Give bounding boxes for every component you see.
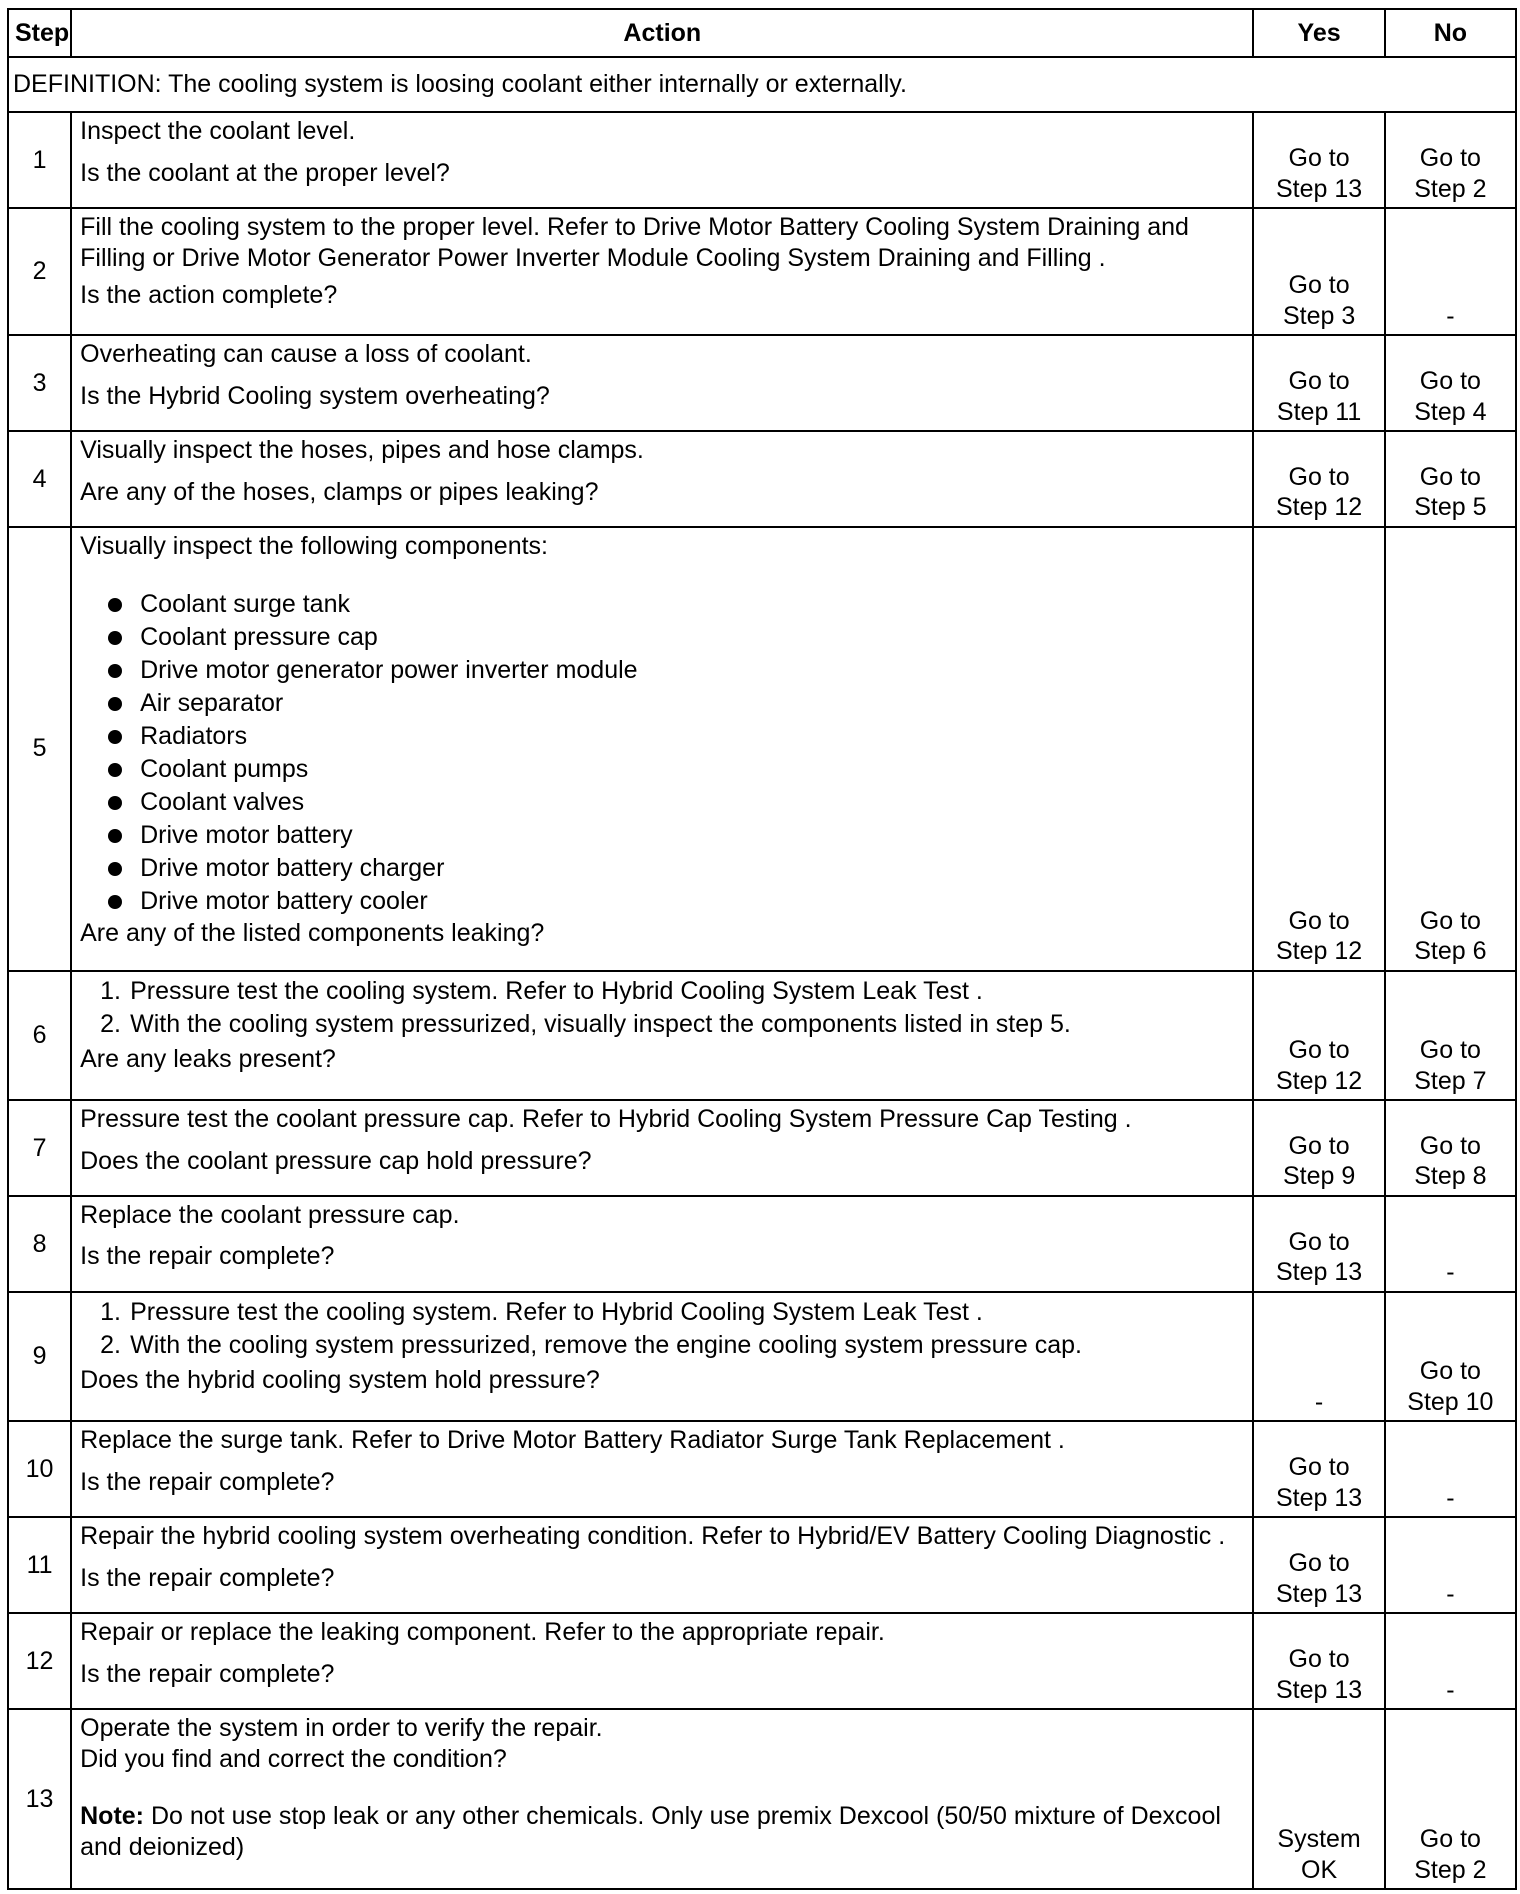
list-item-text: Drive motor generator power inverter module [140, 656, 638, 685]
question-text: Is the repair complete? [80, 1659, 335, 1688]
yes-result-line: Go to [1288, 1549, 1350, 1578]
action-content [80, 212, 1244, 310]
question-text: Is the repair complete? [80, 1242, 335, 1271]
yes-result-line: Step 9 [1282, 1162, 1356, 1191]
table-row [8, 1196, 1516, 1292]
step-number: 5 [8, 527, 71, 971]
action-text: Visually inspect the following components: [80, 531, 548, 560]
action-cell [71, 208, 1253, 335]
no-result-line: - [1446, 301, 1455, 330]
action-instructions [80, 1425, 1244, 1456]
action-content [80, 339, 1244, 411]
list-item [108, 687, 1244, 720]
definition-row [8, 57, 1516, 112]
question-text: Are any of the listed components leaking? [80, 919, 545, 948]
header-no: No [1385, 9, 1516, 57]
step-number: 4 [8, 431, 71, 527]
list-item [108, 885, 1244, 918]
yes-result-line: Go to [1288, 144, 1350, 173]
step-number: 8 [8, 1196, 71, 1292]
yes-result-line: Step 13 [1276, 174, 1363, 203]
no-result-line: Step 2 [1414, 174, 1487, 203]
step-number: 3 [8, 335, 71, 431]
list-number: 2. [100, 1009, 121, 1038]
yes-result-line: Step 13 [1276, 1483, 1363, 1512]
action-content [80, 116, 1244, 188]
step-number: 6 [8, 971, 71, 1100]
action-text: Inspect the coolant level. [80, 117, 356, 146]
action-question-block [80, 280, 1244, 311]
bullet-icon [108, 796, 122, 810]
table-row [8, 527, 1516, 971]
yes-result [1253, 431, 1384, 527]
no-result [1385, 335, 1516, 431]
question-text: Are any of the hoses, clamps or pipes leaking? [80, 477, 599, 506]
action-question-block [80, 1659, 1244, 1690]
action-text: Overheating can cause a loss of coolant. [80, 340, 532, 369]
list-item-text: Air separator [140, 689, 284, 718]
yes-result-line: Step 12 [1276, 1066, 1363, 1095]
yes-result-line: Go to [1288, 906, 1350, 935]
note-line: and deionized) [80, 1832, 245, 1861]
list-item [108, 786, 1244, 819]
action-instructions [80, 531, 1244, 919]
yes-result-line: Go to [1288, 1453, 1350, 1482]
question-text: Does the hybrid cooling system hold pressure? [80, 1366, 600, 1395]
no-result [1385, 208, 1516, 335]
action-content [80, 531, 1244, 948]
action-instructions [80, 1617, 1244, 1648]
no-result-line: Step 4 [1414, 397, 1487, 426]
action-cell [71, 1709, 1253, 1889]
question-text: Does the coolant pressure cap hold pressure? [80, 1146, 592, 1175]
yes-result-line: Step 12 [1276, 937, 1363, 966]
step-number: 10 [8, 1421, 71, 1517]
yes-result-line: Go to [1288, 367, 1350, 396]
table-row [8, 112, 1516, 208]
spacer [80, 561, 1244, 588]
question-text: Are any leaks present? [80, 1045, 336, 1074]
action-question-block [80, 1467, 1244, 1498]
no-result-line: - [1446, 1579, 1455, 1608]
step-number: 11 [8, 1517, 71, 1613]
no-result-line: Go to [1419, 144, 1481, 173]
action-cell [71, 1292, 1253, 1421]
action-question-block [80, 1146, 1244, 1177]
step-number: 1 [8, 112, 71, 208]
action-instructions [80, 339, 1244, 370]
procedure-list [80, 975, 1244, 1041]
no-result-line: Step 10 [1407, 1387, 1494, 1416]
question-text: Is the Hybrid Cooling system overheating? [80, 381, 550, 410]
question-text: Is the action complete? [80, 280, 338, 309]
action-instructions [80, 975, 1244, 1041]
bullet-icon [108, 730, 122, 744]
action-cell [71, 112, 1253, 208]
bullet-icon [108, 697, 122, 711]
list-number: 1. [100, 976, 121, 1005]
no-result [1385, 431, 1516, 527]
action-question-block [80, 1744, 1244, 1863]
action-cell [71, 335, 1253, 431]
list-item-text: Drive motor battery [140, 821, 353, 850]
list-item [100, 1329, 1244, 1362]
action-text: Repair or replace the leaking component. Refer to the appropriate repair. [80, 1618, 885, 1647]
action-content [80, 1617, 1244, 1689]
list-item [100, 1296, 1244, 1329]
action-cell [71, 1613, 1253, 1709]
action-question-block [80, 477, 1244, 508]
no-result-line: Go to [1419, 1036, 1481, 1065]
question-text: Did you find and correct the condition? [80, 1744, 507, 1773]
spacer [80, 1774, 1244, 1801]
bullet-icon [108, 829, 122, 843]
no-result [1385, 971, 1516, 1100]
list-item-text: Radiators [140, 722, 248, 751]
yes-result [1253, 1517, 1384, 1613]
diagnostic-table [7, 8, 1517, 1890]
action-text: Pressure test the coolant pressure cap. Refer to Hybrid Cooling System Pressure Cap Testing . [80, 1105, 1132, 1134]
action-question-block [80, 1365, 1244, 1396]
step-number: 9 [8, 1292, 71, 1421]
yes-result-line: Step 11 [1276, 397, 1362, 426]
table-row [8, 971, 1516, 1100]
list-item-text: Pressure test the cooling system. Refer to Hybrid Cooling System Leak Test . [130, 976, 983, 1005]
no-result-line: Go to [1419, 462, 1481, 491]
table-row [8, 1292, 1516, 1421]
action-cell [71, 1100, 1253, 1196]
list-item [108, 654, 1244, 687]
question-text: Is the repair complete? [80, 1467, 335, 1496]
action-content [80, 435, 1244, 507]
bullet-icon [108, 631, 122, 645]
yes-result [1253, 1292, 1384, 1421]
header-yes: Yes [1253, 9, 1384, 57]
table-row [8, 1709, 1516, 1889]
bullet-icon [108, 664, 122, 678]
no-result [1385, 527, 1516, 971]
list-item [108, 753, 1244, 786]
list-item-text: Coolant surge tank [140, 590, 350, 619]
yes-result [1253, 1709, 1384, 1889]
bullet-icon [108, 895, 122, 909]
table-row [8, 335, 1516, 431]
table-row [8, 208, 1516, 335]
yes-result-line: Go to [1288, 1131, 1350, 1160]
no-result [1385, 1421, 1516, 1517]
action-cell [71, 1421, 1253, 1517]
no-result [1385, 1196, 1516, 1292]
yes-result [1253, 1613, 1384, 1709]
list-item [108, 720, 1244, 753]
action-question-block [80, 918, 1244, 949]
action-cell [71, 971, 1253, 1100]
no-result-line: Go to [1419, 1825, 1481, 1853]
no-result-line: Step 2 [1414, 1855, 1487, 1884]
action-instructions [80, 1521, 1244, 1552]
action-question-block [80, 381, 1244, 412]
action-instructions [80, 1104, 1244, 1135]
yes-result-line: Step 3 [1282, 301, 1356, 330]
yes-result-line: OK [1301, 1855, 1338, 1884]
action-cell [71, 1517, 1253, 1613]
action-text-line: Fill the cooling system to the proper level. Refer to Drive Motor Battery Cooling System Draining and [80, 213, 1189, 242]
action-question-block [80, 1563, 1244, 1594]
action-text: Replace the surge tank. Refer to Drive Motor Battery Radiator Surge Tank Replacement . [80, 1426, 1065, 1455]
header-step: Step [8, 9, 71, 57]
action-instructions [80, 212, 1244, 273]
action-instructions [80, 1713, 1244, 1744]
yes-result [1253, 1421, 1384, 1517]
no-result [1385, 1292, 1516, 1421]
table-row [8, 431, 1516, 527]
yes-result-line: - [1314, 1387, 1324, 1416]
component-list [80, 588, 1244, 918]
action-text: Operate the system in order to verify the repair. [80, 1714, 603, 1743]
list-item [100, 1008, 1244, 1041]
action-content [80, 975, 1244, 1075]
no-result-line: Go to [1419, 367, 1481, 396]
procedure-list [80, 1296, 1244, 1362]
yes-result-line: Go to [1288, 462, 1350, 491]
list-item-text: Coolant valves [140, 788, 305, 817]
list-item-text: Drive motor battery charger [140, 854, 445, 883]
no-result-line: Step 7 [1414, 1066, 1487, 1095]
list-item [108, 819, 1244, 852]
step-number: 7 [8, 1100, 71, 1196]
action-content [80, 1425, 1244, 1497]
list-item [108, 588, 1244, 621]
action-cell [71, 527, 1253, 971]
no-result-line: Step 8 [1414, 1162, 1487, 1191]
table-row [8, 1517, 1516, 1613]
no-result [1385, 112, 1516, 208]
yes-result-line: Step 13 [1276, 1675, 1363, 1704]
action-content [80, 1200, 1244, 1272]
yes-result [1253, 1100, 1384, 1196]
table-row [8, 1421, 1516, 1517]
list-item [100, 975, 1244, 1008]
action-instructions [80, 1200, 1244, 1231]
bullet-icon [108, 598, 122, 612]
table-row [8, 1100, 1516, 1196]
no-result-line: Go to [1419, 906, 1481, 935]
action-text: Visually inspect the hoses, pipes and hose clamps. [80, 436, 644, 465]
list-item-text: Coolant pressure cap [140, 623, 378, 652]
step-number: 12 [8, 1613, 71, 1709]
action-instructions [80, 435, 1244, 466]
action-question-block [80, 1241, 1244, 1272]
no-result-line: Go to [1419, 1357, 1481, 1386]
note-text [80, 1801, 1244, 1862]
header-action: Action [71, 9, 1253, 57]
no-result [1385, 1613, 1516, 1709]
no-result-line: - [1446, 1258, 1455, 1287]
question-text: Is the repair complete? [80, 1563, 335, 1592]
action-content [80, 1713, 1244, 1861]
yes-result-line: Go to [1288, 1645, 1350, 1674]
action-content [80, 1296, 1244, 1396]
no-result-line: - [1446, 1675, 1455, 1704]
yes-result [1253, 112, 1384, 208]
no-result [1385, 1517, 1516, 1613]
no-result [1385, 1100, 1516, 1196]
yes-result-line: Step 13 [1276, 1579, 1363, 1608]
list-item-text: Drive motor battery cooler [140, 887, 428, 916]
action-content [80, 1521, 1244, 1593]
action-instructions [80, 1296, 1244, 1362]
action-instructions [80, 116, 1244, 147]
action-text: Repair the hybrid cooling system overheating condition. Refer to Hybrid/EV Battery Cooling Diagnostic . [80, 1522, 1226, 1551]
no-result-line: - [1446, 1483, 1455, 1512]
question-text: Is the coolant at the proper level? [80, 158, 450, 187]
list-item [108, 852, 1244, 885]
action-question-block [80, 1044, 1244, 1075]
yes-result-line: Step 13 [1276, 1258, 1363, 1287]
yes-result-line: Step 12 [1276, 493, 1363, 522]
yes-result [1253, 208, 1384, 335]
yes-result [1253, 527, 1384, 971]
list-item-text: With the cooling system pressurized, visually inspect the components listed in step 5. [130, 1009, 1071, 1038]
action-cell [71, 1196, 1253, 1292]
bullet-icon [108, 763, 122, 777]
list-number: 1. [100, 1297, 121, 1326]
yes-result-line: Go to [1288, 1036, 1350, 1065]
list-item-text: Coolant pumps [140, 755, 309, 784]
list-number: 2. [100, 1330, 121, 1359]
note-line: Do not use stop leak or any other chemicals. Only use premix Dexcool (50/50 mixture of Dexcool [144, 1802, 1221, 1831]
yes-result [1253, 971, 1384, 1100]
no-result-line: Go to [1419, 1131, 1481, 1160]
action-text-line: Filling or Drive Motor Generator Power Inverter Module Cooling System Draining and Filling . [80, 243, 1106, 272]
action-text: Replace the coolant pressure cap. [80, 1200, 460, 1229]
no-result-line: Step 5 [1414, 493, 1487, 522]
action-cell [71, 431, 1253, 527]
note-label: Note: [80, 1802, 145, 1831]
table-row [8, 1613, 1516, 1709]
step-number: 13 [8, 1709, 71, 1889]
bullet-icon [108, 862, 122, 876]
no-result-line: Step 6 [1414, 937, 1487, 966]
no-result [1385, 1709, 1516, 1889]
list-item-text: Pressure test the cooling system. Refer to Hybrid Cooling System Leak Test . [130, 1297, 983, 1326]
yes-result-line: Go to [1288, 271, 1350, 300]
definition-text: DEFINITION: The cooling system is loosing coolant either internally or externally. [8, 57, 1516, 112]
action-content [80, 1104, 1244, 1176]
list-item-text: With the cooling system pressurized, remove the engine cooling system pressure cap. [130, 1330, 1082, 1359]
step-number: 2 [8, 208, 71, 335]
yes-result [1253, 335, 1384, 431]
header-row [8, 9, 1516, 57]
yes-result [1253, 1196, 1384, 1292]
yes-result-line: Go to [1288, 1227, 1350, 1256]
yes-result-line: System [1277, 1825, 1361, 1853]
action-question-block [80, 158, 1244, 189]
list-item [108, 621, 1244, 654]
